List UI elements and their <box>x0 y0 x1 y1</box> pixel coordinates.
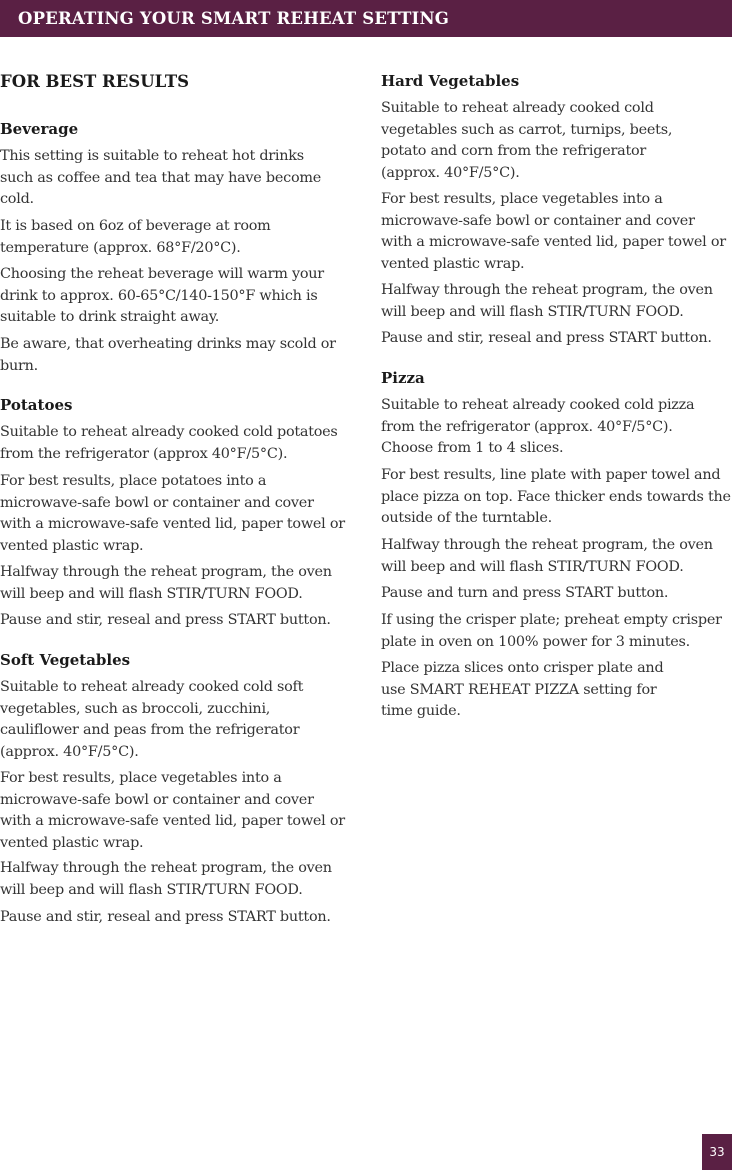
pizza-para-3: Halfway through the reheat program, the oven will beep and will flash STIR/TURN FOOD. <box>381 537 713 575</box>
hard-vegetables-para-3: Halfway through the reheat program, the oven will beep and will flash STIR/TURN FOOD. <box>381 282 713 320</box>
soft-vegetables-para-2: For best results, place vegetables into a microwave-safe bowl or container and cover with a microwave-safe vented lid, paper towel or vented plastic wrap. <box>0 770 345 851</box>
beverage-para-3: Choosing the reheat beverage will warm your drink to approx. 60-65°C/140-150°F which is suitable to drink straight away. <box>0 266 324 325</box>
page-number: 33 <box>709 1145 725 1159</box>
section-title: FOR BEST RESULTS <box>0 72 190 91</box>
beverage-para-2: It is based on 6oz of beverage at room temperature (approx. 68°F/20°C). <box>0 218 271 256</box>
hard-vegetables-para-2: For best results, place vegetables into a microwave-safe bowl or container and cover with a microwave-safe vented lid, paper towel or vented plastic wrap. <box>381 191 726 272</box>
pizza-para-5: If using the crisper plate; preheat empty crisper plate in oven on 100% power for 3 minutes. <box>381 612 722 650</box>
potatoes-para-4: Pause and stir, reseal and press START button. <box>0 612 331 628</box>
potatoes-para-2: For best results, place potatoes into a microwave-safe bowl or container and cover with a microwave-safe vented lid, paper towel or vented plastic wrap. <box>0 473 345 554</box>
page-header-title: OPERATING YOUR SMART REHEAT SETTING <box>18 9 450 28</box>
pizza-para-2: For best results, line plate with paper towel and place pizza on top. Face thicker ends towards the outside of the turntable. <box>381 467 731 526</box>
soft-vegetables-para-3: Halfway through the reheat program, the oven will beep and will flash STIR/TURN FOOD. <box>0 860 332 898</box>
potatoes-para-1: Suitable to reheat already cooked cold potatoes from the refrigerator (approx 40°F/5°C). <box>0 424 338 462</box>
beverage-heading: Beverage <box>0 120 79 138</box>
pizza-para-1: Suitable to reheat already cooked cold pizza from the refrigerator (approx. 40°F/5°C). Choose from 1 to 4 slices. <box>381 397 695 456</box>
page-header-bar <box>0 0 732 37</box>
soft-vegetables-para-4: Pause and stir, reseal and press START button. <box>0 909 331 925</box>
soft-vegetables-heading: Soft Vegetables <box>0 651 131 669</box>
hard-vegetables-para-4: Pause and stir, reseal and press START button. <box>381 330 712 346</box>
pizza-heading: Pizza <box>381 369 425 387</box>
potatoes-para-3: Halfway through the reheat program, the oven will beep and will flash STIR/TURN FOOD. <box>0 564 332 602</box>
pizza-para-4: Pause and turn and press START button. <box>381 585 669 601</box>
soft-vegetables-para-1: Suitable to reheat already cooked cold soft vegetables, such as broccoli, zucchini, cauliflower and peas from the refrigerator (approx. 40°F/5°C). <box>0 679 304 760</box>
page-number-badge <box>702 1134 732 1170</box>
beverage-para-1: This setting is suitable to reheat hot drinks such as coffee and tea that may have become cold. <box>0 148 322 207</box>
beverage-para-4: Be aware, that overheating drinks may scold or burn. <box>0 336 336 374</box>
pizza-para-6: Place pizza slices onto crisper plate and use SMART REHEAT PIZZA setting for time guide. <box>381 660 664 719</box>
potatoes-heading: Potatoes <box>0 396 73 414</box>
hard-vegetables-heading: Hard Vegetables <box>381 72 520 90</box>
hard-vegetables-para-1: Suitable to reheat already cooked cold vegetables such as carrot, turnips, beets, potato and corn from the refrigerator (approx. 40°F/5°C). <box>381 100 673 181</box>
